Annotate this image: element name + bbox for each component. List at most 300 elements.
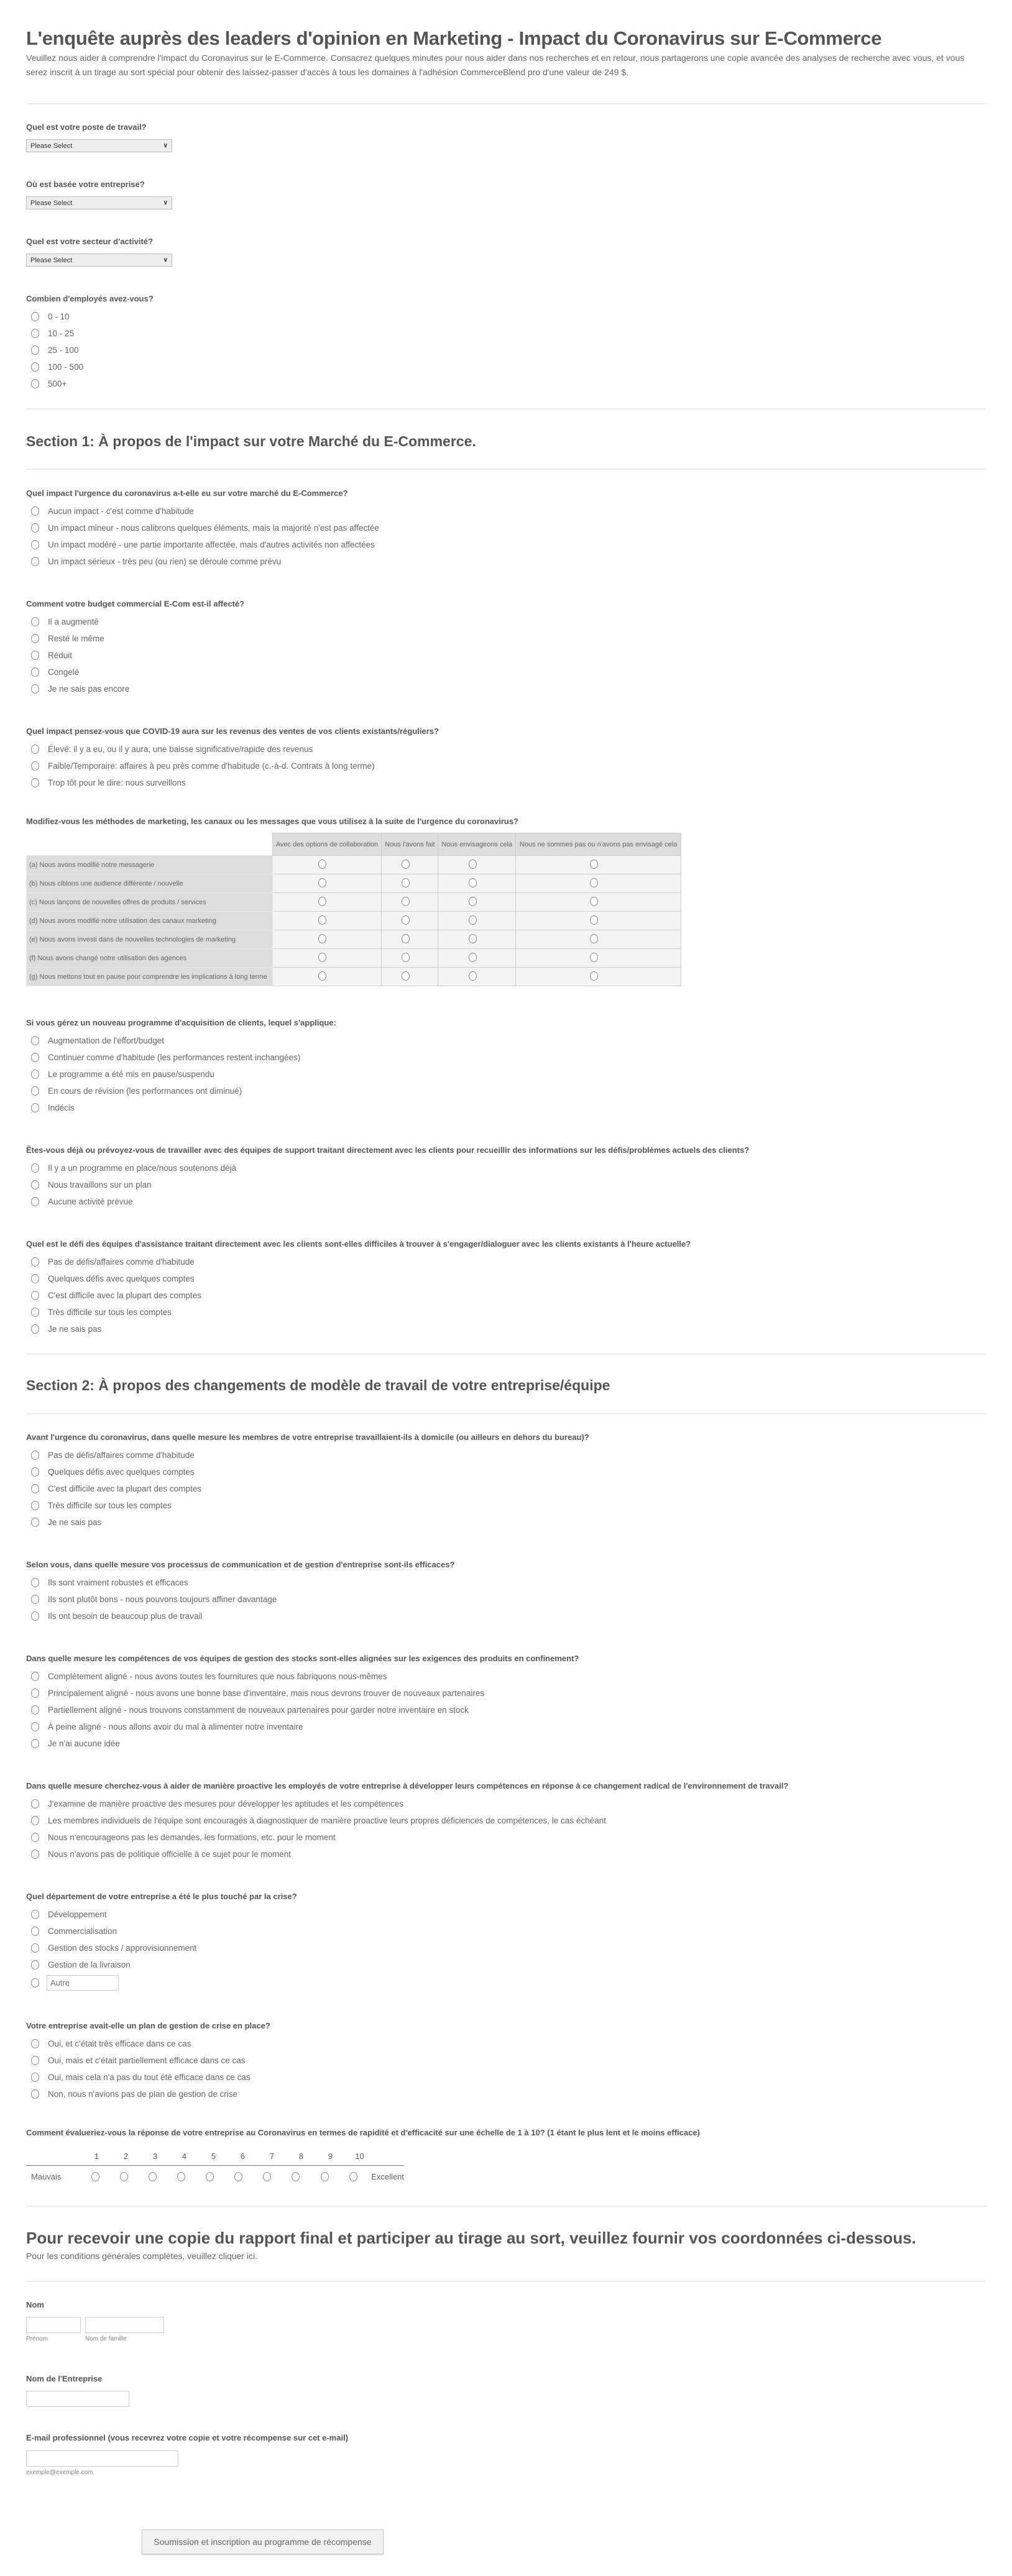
submit-button[interactable]: Soumission et inscription au programme de récompense bbox=[142, 2529, 384, 2554]
option-label: Un impact sérieux - très peu (ou rien) se déroule comme prévu bbox=[48, 557, 282, 566]
dropdown-value: Please Select bbox=[30, 142, 73, 150]
divider bbox=[26, 1413, 986, 1414]
section-1-title: Section 1: À propos de l'impact sur votre Marché du E-Commerce. bbox=[26, 433, 476, 449]
radio-option[interactable] bbox=[26, 375, 986, 392]
option-label: Augmentation de l'effort/budget bbox=[48, 1036, 164, 1045]
radio-button[interactable] bbox=[31, 1910, 39, 1919]
option-label: C'est difficile avec la plupart des comptes bbox=[48, 1484, 201, 1493]
radio-option[interactable] bbox=[26, 1049, 986, 1066]
option-label: Un impact mineur - nous calibrons quelques éléments, mais la majorité n'est pas affectée bbox=[48, 523, 379, 533]
radio-option[interactable] bbox=[26, 1956, 986, 1973]
radio-button[interactable] bbox=[469, 915, 477, 925]
radio-button[interactable] bbox=[31, 1978, 39, 1987]
matrix-cell[interactable] bbox=[382, 912, 438, 930]
radio-button[interactable] bbox=[31, 1257, 39, 1267]
matrix-cell[interactable] bbox=[516, 949, 681, 968]
radio-option[interactable] bbox=[26, 758, 986, 774]
divider bbox=[26, 408, 986, 410]
page-description: Veuillez nous aider à comprendre l'impact du Coronavirus sur le E-Commerce. Consacrez quelques minutes pour nous aider dans nos recherches et en retour, nous partagerons une copie avancée des analyses de recherche avec vous, et vous serez inscrit à un tirage au sort spécial pour obtenir des laissez-passer d'accès à tous les domaines à l'adhésion CommerceBlend pro d'une valeur de 249 $. bbox=[26, 53, 965, 77]
question bbox=[26, 1145, 986, 1210]
radio-button[interactable] bbox=[590, 953, 598, 962]
option-label: Je n'ai aucune idée bbox=[48, 1739, 120, 1748]
radio-button[interactable] bbox=[318, 859, 326, 869]
radio-option[interactable] bbox=[26, 774, 986, 791]
radio-button[interactable] bbox=[31, 557, 39, 566]
radio-button[interactable] bbox=[318, 971, 326, 981]
matrix-cell[interactable] bbox=[272, 930, 382, 949]
radio-button[interactable] bbox=[318, 934, 326, 943]
radio-button[interactable] bbox=[31, 1501, 39, 1510]
email-input[interactable] bbox=[26, 2450, 178, 2467]
radio-option[interactable] bbox=[26, 536, 986, 553]
option-label: Resté le même bbox=[48, 634, 104, 643]
radio-option[interactable] bbox=[26, 1254, 986, 1270]
radio-button[interactable] bbox=[31, 1053, 39, 1062]
matrix-cell[interactable] bbox=[438, 893, 516, 912]
radio-button[interactable] bbox=[469, 897, 477, 906]
option-label: Aucun impact - c'est comme d'habitude bbox=[48, 506, 194, 516]
question bbox=[26, 488, 986, 570]
radio-options bbox=[26, 1668, 986, 1752]
option-label: Je ne sais pas bbox=[48, 1518, 102, 1527]
radio-option[interactable] bbox=[26, 630, 986, 647]
matrix-cell[interactable] bbox=[272, 856, 382, 874]
radio-options bbox=[26, 503, 986, 570]
option-label: Oui, mais cela n'a pas du tout été efficace dans ce cas bbox=[48, 2073, 251, 2082]
option-label: En cours de révision (les performances ont diminué) bbox=[48, 1086, 242, 1096]
matrix-cell[interactable] bbox=[382, 968, 438, 986]
radio-button[interactable] bbox=[149, 2172, 157, 2181]
radio-button[interactable] bbox=[31, 1291, 39, 1300]
radio-option[interactable] bbox=[26, 1608, 986, 1625]
terms-link[interactable]: Pour les conditions générales complètes, veuillez cliquer ici. bbox=[26, 2251, 257, 2261]
radio-button[interactable] bbox=[31, 523, 39, 533]
radio-button[interactable] bbox=[469, 859, 477, 869]
radio-button[interactable] bbox=[31, 2056, 39, 2065]
matrix-cell[interactable] bbox=[382, 949, 438, 968]
radio-option[interactable] bbox=[26, 1193, 986, 1210]
radio-option[interactable] bbox=[26, 1795, 986, 1812]
option-label: 0 - 10 bbox=[48, 312, 70, 321]
first-name-input[interactable] bbox=[26, 2317, 81, 2333]
radio-button[interactable] bbox=[590, 915, 598, 925]
radio-button[interactable] bbox=[31, 1578, 39, 1587]
option-label: Un impact modéré - une partie importante affectée, mais d'autres activités non affectées bbox=[48, 540, 375, 549]
radio-button[interactable] bbox=[402, 953, 410, 962]
question-label: Comment votre budget commercial E-Com est-il affecté? bbox=[26, 599, 245, 608]
radio-button[interactable] bbox=[120, 2172, 128, 2181]
question-label: Votre entreprise avait-elle un plan de gestion de crise en place? bbox=[26, 2021, 270, 2030]
radio-button[interactable] bbox=[31, 2073, 39, 2082]
radio-button[interactable] bbox=[31, 617, 39, 626]
radio-button[interactable] bbox=[402, 915, 410, 925]
radio-button[interactable] bbox=[31, 684, 39, 694]
radio-button[interactable] bbox=[31, 761, 39, 771]
radio-button[interactable] bbox=[590, 897, 598, 906]
option-label: Très difficile sur tous les comptes bbox=[48, 1501, 172, 1510]
question bbox=[26, 1891, 986, 1992]
radio-option[interactable] bbox=[26, 308, 986, 325]
radio-option[interactable] bbox=[26, 1464, 986, 1480]
radio-options bbox=[26, 1795, 986, 1863]
radio-option[interactable] bbox=[26, 325, 986, 342]
radio-button[interactable] bbox=[31, 1036, 39, 1045]
radio-option[interactable] bbox=[26, 1668, 986, 1685]
radio-button[interactable] bbox=[31, 506, 39, 516]
radio-button[interactable] bbox=[31, 1833, 39, 1842]
rating-cell[interactable] bbox=[282, 2172, 310, 2181]
radio-option[interactable] bbox=[26, 1304, 986, 1321]
radio-button[interactable] bbox=[206, 2172, 214, 2181]
option-label: Nous n'avons pas de politique officielle à ce sujet pour le moment bbox=[48, 1849, 292, 1859]
radio-option[interactable] bbox=[26, 613, 986, 630]
option-label: Partiellement aligné - nous trouvons constamment de nouveaux partenaires pour garder notre inventaire en stock bbox=[48, 1705, 469, 1715]
radio-button[interactable] bbox=[31, 2089, 39, 2099]
radio-button[interactable] bbox=[402, 971, 410, 981]
matrix-row bbox=[27, 912, 681, 930]
radio-option[interactable] bbox=[26, 1447, 986, 1464]
radio-button[interactable] bbox=[31, 1943, 39, 1953]
radio-button[interactable] bbox=[31, 1849, 39, 1859]
rating-cell[interactable] bbox=[139, 2172, 167, 2181]
radio-button[interactable] bbox=[590, 971, 598, 981]
matrix-cell[interactable] bbox=[438, 874, 516, 893]
radio-button[interactable] bbox=[31, 540, 39, 549]
radio-button[interactable] bbox=[31, 379, 39, 388]
rating-number: 4 bbox=[182, 2152, 187, 2161]
radio-option[interactable] bbox=[26, 1160, 986, 1176]
matrix-cell[interactable] bbox=[438, 912, 516, 930]
radio-option[interactable] bbox=[26, 1906, 986, 1923]
radio-option[interactable] bbox=[26, 647, 986, 664]
matrix-cell[interactable] bbox=[272, 968, 382, 986]
intro-questions bbox=[26, 122, 986, 392]
radio-button[interactable] bbox=[321, 2172, 329, 2181]
radio-button[interactable] bbox=[234, 2172, 242, 2181]
option-label: 25 - 100 bbox=[48, 346, 79, 355]
contact-title: Pour recevoir une copie du rapport final et participer au tirage au sort, veuillez fournir vos coordonnées ci-dessous. bbox=[26, 2229, 916, 2247]
radio-option[interactable] bbox=[26, 1702, 986, 1718]
radio-button[interactable] bbox=[31, 1070, 39, 1079]
radio-button[interactable] bbox=[31, 1518, 39, 1527]
option-label: Congelé bbox=[48, 667, 80, 677]
radio-button[interactable] bbox=[469, 953, 477, 962]
radio-option[interactable] bbox=[26, 553, 986, 570]
rating-cell[interactable] bbox=[167, 2172, 196, 2181]
question-label: Quel est votre secteur d'activité? bbox=[26, 237, 153, 246]
radio-option[interactable] bbox=[26, 1099, 986, 1116]
question bbox=[26, 726, 986, 791]
radio-button[interactable] bbox=[263, 2172, 271, 2181]
rating-cell[interactable] bbox=[81, 2172, 109, 2181]
matrix-cell[interactable] bbox=[516, 874, 681, 893]
matrix-cell[interactable] bbox=[516, 968, 681, 986]
radio-option[interactable] bbox=[26, 741, 986, 758]
rating-scale bbox=[26, 2147, 404, 2187]
matrix-cell[interactable] bbox=[272, 912, 382, 930]
matrix-row bbox=[27, 949, 681, 968]
rating-numbers bbox=[26, 2147, 404, 2166]
matrix-cell[interactable] bbox=[382, 856, 438, 874]
radio-option[interactable] bbox=[26, 1923, 986, 1940]
question-label: Quel département de votre entreprise a été le plus touché par la crise? bbox=[26, 1892, 297, 1901]
rating-high-label: Excellent bbox=[371, 2171, 404, 2181]
divider bbox=[26, 469, 986, 470]
radio-button[interactable] bbox=[349, 2172, 357, 2181]
radio-button[interactable] bbox=[318, 878, 326, 887]
matrix-cell[interactable] bbox=[516, 893, 681, 912]
question-label: Dans quelle mesure cherchez-vous à aider de manière proactive les employés de votre entreprise à développer leurs compétences en réponse à ce changement radical de l'environnement de travail? bbox=[26, 1781, 789, 1790]
radio-button[interactable] bbox=[31, 1086, 39, 1096]
rating-cell[interactable] bbox=[224, 2172, 253, 2181]
radio-button[interactable] bbox=[177, 2172, 185, 2181]
matrix-column-header: Avec des options de collaboration bbox=[272, 833, 382, 856]
radio-option[interactable] bbox=[26, 2069, 986, 2086]
radio-option[interactable] bbox=[26, 1574, 986, 1591]
matrix-cell[interactable] bbox=[382, 874, 438, 893]
matrix-row bbox=[27, 968, 681, 986]
radio-button[interactable] bbox=[318, 915, 326, 925]
option-label: À peine aligné - nous allons avoir du mal à alimenter notre inventaire bbox=[48, 1722, 303, 1731]
radio-button[interactable] bbox=[31, 1672, 39, 1681]
radio-option[interactable] bbox=[26, 1287, 986, 1304]
radio-button[interactable] bbox=[31, 329, 39, 338]
radio-button[interactable] bbox=[402, 859, 410, 869]
matrix-cell[interactable] bbox=[516, 930, 681, 949]
section-1-questions bbox=[26, 488, 986, 1337]
radio-button[interactable] bbox=[31, 1467, 39, 1477]
radio-button[interactable] bbox=[469, 934, 477, 943]
radio-option[interactable] bbox=[26, 1718, 986, 1735]
radio-option[interactable] bbox=[26, 1480, 986, 1497]
radio-button[interactable] bbox=[318, 953, 326, 962]
question-label: Si vous gérez un nouveau programme d'acquisition de clients, lequel s'applique: bbox=[26, 1018, 336, 1027]
radio-button[interactable] bbox=[31, 634, 39, 643]
question bbox=[26, 1239, 986, 1337]
radio-option-other[interactable] bbox=[26, 1973, 986, 1992]
question bbox=[26, 816, 986, 986]
radio-button[interactable] bbox=[31, 1816, 39, 1825]
radio-button[interactable] bbox=[31, 1484, 39, 1493]
option-label: Aucune activité prévue bbox=[48, 1197, 133, 1206]
question-label: Où est basée votre entreprise? bbox=[26, 180, 145, 189]
radio-button[interactable] bbox=[31, 1689, 39, 1698]
rating-cell[interactable] bbox=[339, 2172, 367, 2181]
radio-option[interactable] bbox=[26, 520, 986, 536]
company-input[interactable] bbox=[26, 2391, 129, 2407]
matrix-row bbox=[27, 874, 681, 893]
matrix-cell[interactable] bbox=[516, 856, 681, 874]
radio-button[interactable] bbox=[31, 1799, 39, 1808]
question-label: Quel est votre poste de travail? bbox=[26, 122, 147, 132]
radio-button[interactable] bbox=[292, 2172, 300, 2181]
radio-options bbox=[26, 741, 986, 791]
other-input[interactable] bbox=[47, 1975, 119, 1991]
matrix-row bbox=[27, 930, 681, 949]
last-name-input[interactable] bbox=[85, 2317, 164, 2333]
radio-button[interactable] bbox=[31, 362, 39, 372]
radio-option[interactable] bbox=[26, 1685, 986, 1702]
radio-button[interactable] bbox=[31, 1611, 39, 1621]
rating-number: 1 bbox=[94, 2152, 99, 2161]
radio-button[interactable] bbox=[91, 2172, 99, 2181]
matrix-column-header: Nous ne sommes pas ou n'avons pas envisagé cela bbox=[516, 833, 681, 856]
option-label: Indécis bbox=[48, 1103, 75, 1112]
radio-button[interactable] bbox=[590, 934, 598, 943]
radio-options bbox=[26, 1032, 986, 1116]
radio-button[interactable] bbox=[31, 1197, 39, 1206]
radio-option[interactable] bbox=[26, 1812, 986, 1829]
radio-option[interactable] bbox=[26, 2052, 986, 2069]
rating-number: 10 bbox=[355, 2152, 364, 2161]
option-label: Non, nous n'avions pas de plan de gestion de crise bbox=[48, 2089, 238, 2099]
radio-options bbox=[26, 2035, 986, 2102]
radio-button[interactable] bbox=[31, 1103, 39, 1112]
matrix-column-header: Nous envisageons cela bbox=[438, 833, 516, 856]
radio-button[interactable] bbox=[31, 1308, 39, 1317]
radio-button[interactable] bbox=[402, 897, 410, 906]
matrix-header-row bbox=[27, 833, 681, 856]
radio-option[interactable] bbox=[26, 1514, 986, 1531]
radio-button[interactable] bbox=[402, 934, 410, 943]
option-label: Quelques défis avec quelques comptes bbox=[48, 1467, 195, 1477]
divider bbox=[26, 2206, 986, 2207]
matrix-row bbox=[27, 893, 681, 912]
radio-button[interactable] bbox=[31, 1595, 39, 1604]
radio-option[interactable] bbox=[26, 359, 986, 375]
radio-option[interactable] bbox=[26, 2035, 986, 2052]
radio-options bbox=[26, 1574, 986, 1625]
company-label: Nom de l'Entreprise bbox=[26, 2374, 103, 2383]
option-label: Gestion de la livraison bbox=[48, 1960, 131, 1969]
radio-option[interactable] bbox=[26, 1829, 986, 1846]
radio-options bbox=[26, 1906, 986, 1992]
radio-button[interactable] bbox=[31, 1960, 39, 1969]
option-label: Pas de défis/affaires comme d'habitude bbox=[48, 1257, 195, 1267]
question-label: Êtes-vous déjà ou prévoyez-vous de travailler avec des équipes de support traitant directement avec les clients pour recueillir des informations sur les défis/problèmes actuels des clients? bbox=[26, 1145, 750, 1155]
radio-button[interactable] bbox=[31, 651, 39, 660]
radio-button[interactable] bbox=[31, 1180, 39, 1189]
radio-option[interactable] bbox=[26, 1591, 986, 1608]
radio-option[interactable] bbox=[26, 1735, 986, 1752]
option-label: 500+ bbox=[48, 379, 67, 388]
option-label: Ils ont besoin de beaucoup plus de travail bbox=[48, 1611, 203, 1621]
radio-options bbox=[26, 1160, 986, 1210]
email-label: E-mail professionnel (vous recevrez votre copie et votre récompense sur cet e-mail) bbox=[26, 2433, 349, 2442]
matrix-cell[interactable] bbox=[438, 949, 516, 968]
dropdown-select[interactable] bbox=[26, 196, 172, 209]
radio-button[interactable] bbox=[590, 878, 598, 887]
radio-option[interactable] bbox=[26, 1846, 986, 1863]
radio-button[interactable] bbox=[31, 667, 39, 677]
option-label: C'est difficile avec la plupart des comptes bbox=[48, 1291, 201, 1300]
radio-button[interactable] bbox=[31, 778, 39, 787]
radio-option[interactable] bbox=[26, 2086, 986, 2102]
email-sublabel: exemple@exemple.com bbox=[26, 2469, 93, 2476]
radio-button[interactable] bbox=[31, 1722, 39, 1731]
dropdown-select[interactable] bbox=[26, 139, 172, 152]
survey-form bbox=[0, 27, 1012, 2476]
matrix-cell[interactable] bbox=[438, 856, 516, 874]
radio-option[interactable] bbox=[26, 1497, 986, 1514]
radio-option[interactable] bbox=[26, 1321, 986, 1337]
radio-option[interactable] bbox=[26, 342, 986, 359]
radio-button[interactable] bbox=[31, 1739, 39, 1748]
radio-option[interactable] bbox=[26, 1940, 986, 1956]
radio-option[interactable] bbox=[26, 1066, 986, 1083]
rating-cell[interactable] bbox=[310, 2172, 339, 2181]
radio-option[interactable] bbox=[26, 664, 986, 681]
matrix-row bbox=[27, 856, 681, 874]
question bbox=[26, 2127, 986, 2187]
question-label: Quel impact l'urgence du coronavirus a-t-elle eu sur votre marché du E-Commerce? bbox=[26, 488, 348, 498]
matrix-cell[interactable] bbox=[516, 912, 681, 930]
radio-option[interactable] bbox=[26, 503, 986, 520]
radio-button[interactable] bbox=[31, 745, 39, 754]
radio-button[interactable] bbox=[31, 1927, 39, 1936]
option-label: Nous travaillons sur un plan bbox=[48, 1180, 152, 1189]
option-label: Oui, et c'était très efficace dans ce cas bbox=[48, 2039, 191, 2048]
radio-button[interactable] bbox=[31, 1451, 39, 1460]
divider bbox=[26, 2281, 986, 2282]
question-label: Avant l'urgence du coronavirus, dans quelle mesure les membres de votre entreprise travaillaient-ils à domicile (ou ailleurs en dehors du bureau)? bbox=[26, 1432, 589, 1442]
radio-button[interactable] bbox=[469, 971, 477, 981]
question bbox=[26, 1432, 986, 1531]
matrix-cell[interactable] bbox=[382, 930, 438, 949]
radio-button[interactable] bbox=[318, 897, 326, 906]
matrix-cell[interactable] bbox=[382, 893, 438, 912]
option-label: Il y a un programme en place/nous soutenons déjà bbox=[48, 1163, 237, 1173]
radio-button[interactable] bbox=[31, 312, 39, 321]
matrix-cell[interactable] bbox=[272, 949, 382, 968]
radio-option[interactable] bbox=[26, 1270, 986, 1287]
question bbox=[26, 1017, 986, 1116]
radio-button[interactable] bbox=[402, 878, 410, 887]
matrix-row-label: (e) Nous avons investi dans de nouvelles technologies de marketing bbox=[27, 930, 273, 949]
option-label: Gestion des stocks / approvisionnement bbox=[48, 1943, 197, 1953]
dropdown-select[interactable] bbox=[26, 254, 172, 267]
radio-button[interactable] bbox=[590, 859, 598, 869]
matrix-cell[interactable] bbox=[438, 968, 516, 986]
radio-button[interactable] bbox=[469, 878, 477, 887]
question bbox=[26, 1559, 986, 1625]
option-label: Développement bbox=[48, 1910, 107, 1919]
rating-cell[interactable] bbox=[109, 2172, 138, 2181]
radio-button[interactable] bbox=[31, 1705, 39, 1715]
radio-button[interactable] bbox=[31, 1324, 39, 1334]
matrix-cell[interactable] bbox=[438, 930, 516, 949]
radio-option[interactable] bbox=[26, 1083, 986, 1099]
radio-option[interactable] bbox=[26, 1176, 986, 1193]
rating-cell[interactable] bbox=[253, 2172, 282, 2181]
radio-button[interactable] bbox=[31, 346, 39, 355]
radio-option[interactable] bbox=[26, 1032, 986, 1049]
option-label: J'examine de manière proactive des mesures pour développer les aptitudes et les compétences bbox=[48, 1799, 404, 1808]
radio-options bbox=[26, 1254, 986, 1337]
radio-button[interactable] bbox=[31, 1163, 39, 1173]
radio-button[interactable] bbox=[31, 1274, 39, 1283]
rating-cell[interactable] bbox=[196, 2172, 224, 2181]
matrix-row-label: (c) Nous lançons de nouvelles offres de produits / services bbox=[27, 893, 273, 912]
matrix-cell[interactable] bbox=[272, 893, 382, 912]
matrix-cell[interactable] bbox=[272, 874, 382, 893]
option-label: Commercialisation bbox=[48, 1927, 117, 1936]
chevron-down-icon: ∨ bbox=[163, 142, 168, 149]
radio-option[interactable] bbox=[26, 681, 986, 697]
question bbox=[26, 1653, 986, 1752]
option-label: Complètement aligné - nous avons toutes les fournitures que nous fabriquons nous-mêmes bbox=[48, 1672, 387, 1681]
radio-button[interactable] bbox=[31, 2039, 39, 2048]
